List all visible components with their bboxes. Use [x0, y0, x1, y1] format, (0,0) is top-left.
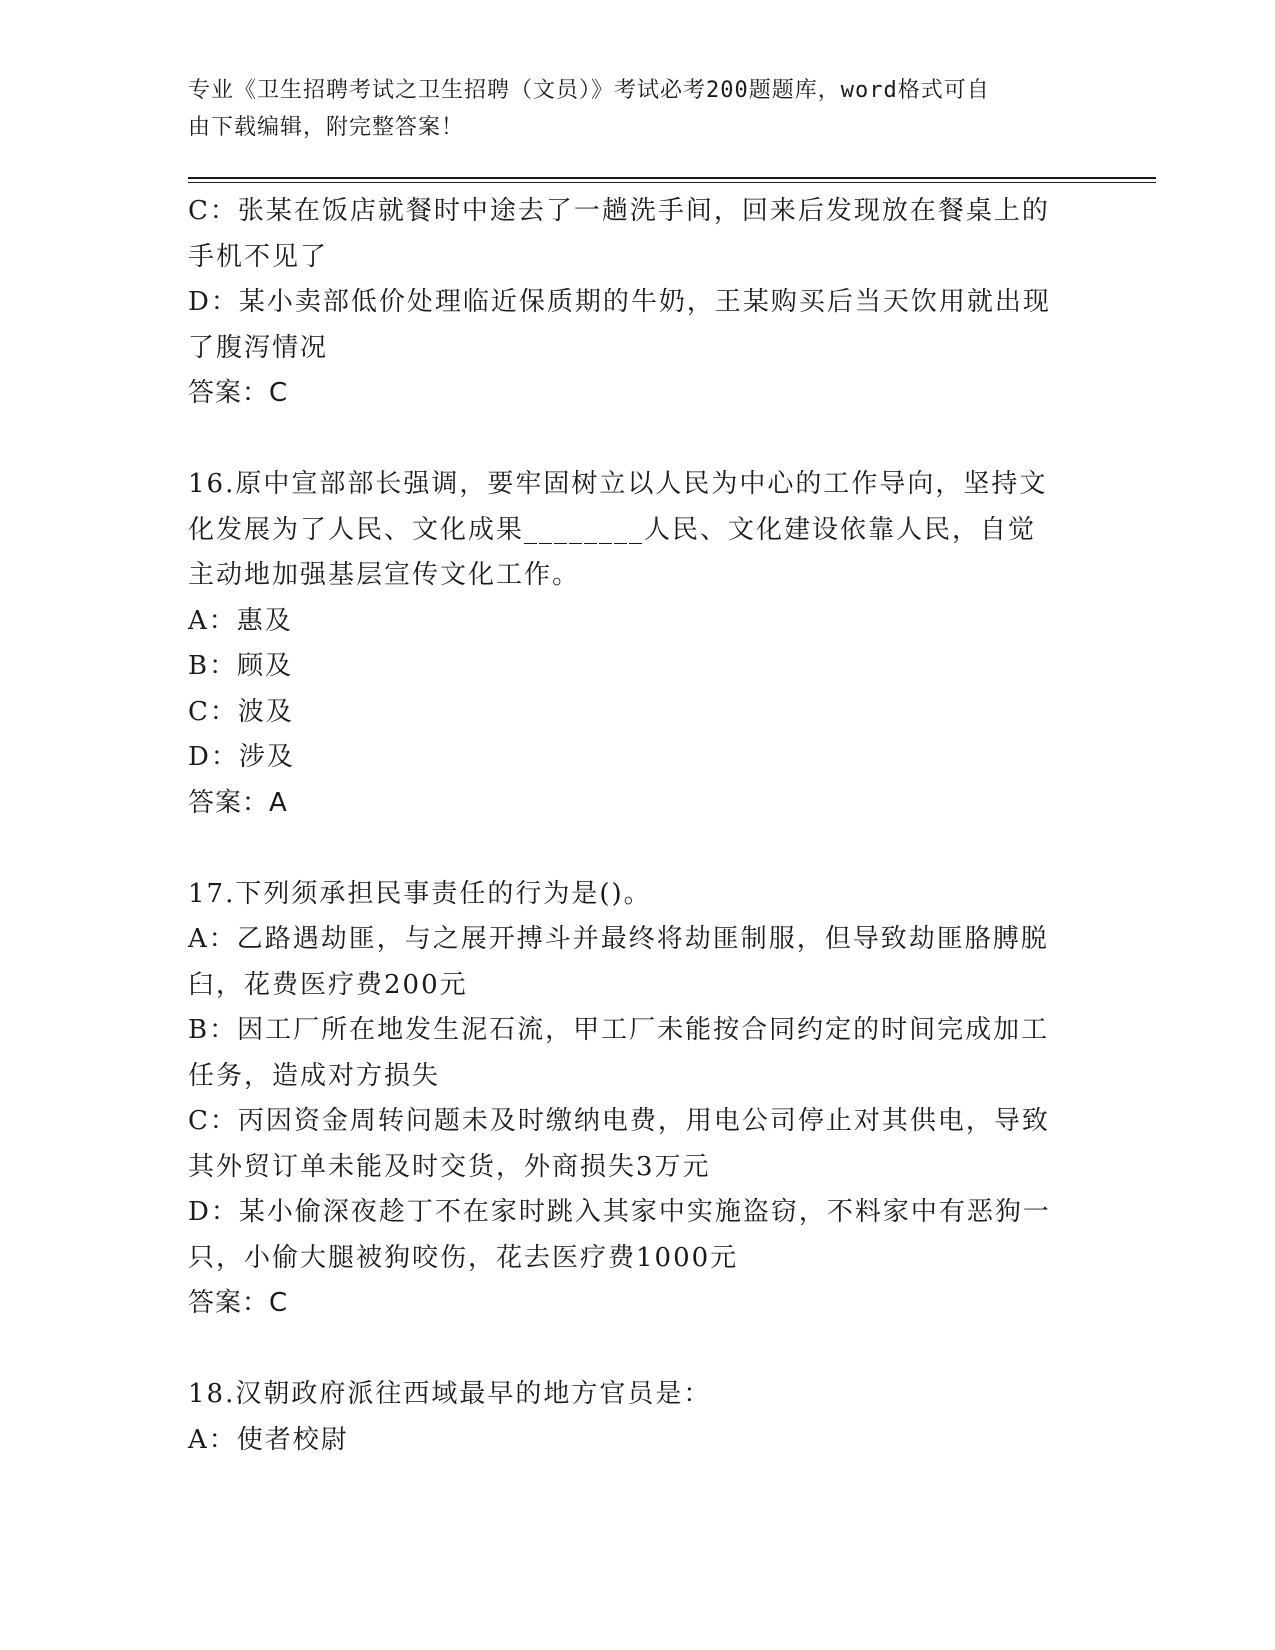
option-d: D：涉及 — [188, 742, 295, 772]
option-c-line-1: C：丙因资金周转问题未及时缴纳电费，用电公司停止对其供电，导致 — [188, 1106, 1050, 1136]
header-rule-thin — [188, 182, 1156, 183]
option-b-line-1: B：因工厂所在地发生泥石流，甲工厂未能按合同约定的时间完成加工 — [188, 1015, 1050, 1045]
option-b: B：顾及 — [188, 651, 294, 681]
header-line-1: 专业《卫生招聘考试之卫生招聘（文员）》考试必考200题题库，word格式可自 — [188, 78, 990, 103]
option-c-line-2: 手机不见了 — [188, 241, 329, 272]
question-stem: 17.下列须承担民事责任的行为是()。 — [188, 878, 652, 909]
answer: 答案：C — [188, 378, 289, 408]
question-stem-line-3: 主动地加强基层宣传文化工作。 — [188, 560, 581, 590]
document-body — [188, 189, 1088, 1463]
question-15 — [188, 189, 1088, 417]
spacer — [188, 1327, 1088, 1373]
spacer — [188, 417, 1088, 463]
option-c: C：波及 — [188, 696, 294, 727]
question-stem: 18.汉朝政府派往西域最早的地方官员是： — [188, 1379, 712, 1409]
spacer — [188, 826, 1088, 872]
option-d-line-1: D：某小偷深夜趁丁不在家时跳入其家中实施盗窃，不料家中有恶狗一 — [188, 1197, 1051, 1227]
option-c-line-2: 其外贸订单未能及时交货，外商损失3万元 — [188, 1151, 711, 1182]
document-header — [188, 72, 1068, 146]
answer: 答案：A — [188, 787, 288, 818]
question-17 — [188, 872, 1088, 1327]
option-a-line-2: 臼，花费医疗费200元 — [188, 969, 468, 1000]
option-d-line-2: 了腹泻情况 — [188, 332, 329, 363]
question-stem-line-1: 16.原中宣部部长强调，要牢固树立以人民为中心的工作导向，坚持文 — [188, 469, 1048, 499]
question-stem-line-2: 化发展为了人民、文化成果________人民、文化建设依靠人民，自觉 — [188, 514, 1037, 545]
header-rule-thick — [188, 177, 1156, 179]
answer: 答案：C — [188, 1288, 289, 1318]
option-d-line-2: 只，小偷大腿被狗咬伤，花去医疗费1000元 — [188, 1242, 739, 1273]
question-16 — [188, 462, 1088, 826]
question-18 — [188, 1372, 1088, 1463]
header-line-2: 由下载编辑，附完整答案！ — [188, 115, 465, 140]
option-a-line-1: A：乙路遇劫匪，与之展开搏斗并最终将劫匪制服，但导致劫匪胳膊脱 — [188, 924, 1049, 954]
option-d-line-1: D：某小卖部低价处理临近保质期的牛奶，王某购买后当天饮用就出现 — [188, 287, 1051, 317]
option-c-line-1: C：张某在饭店就餐时中途去了一趟洗手间，回来后发现放在餐桌上的 — [188, 196, 1050, 226]
option-b-line-2: 任务，造成对方损失 — [188, 1060, 441, 1091]
option-a: A：惠及 — [188, 605, 293, 636]
option-a: A：使者校尉 — [188, 1424, 349, 1455]
